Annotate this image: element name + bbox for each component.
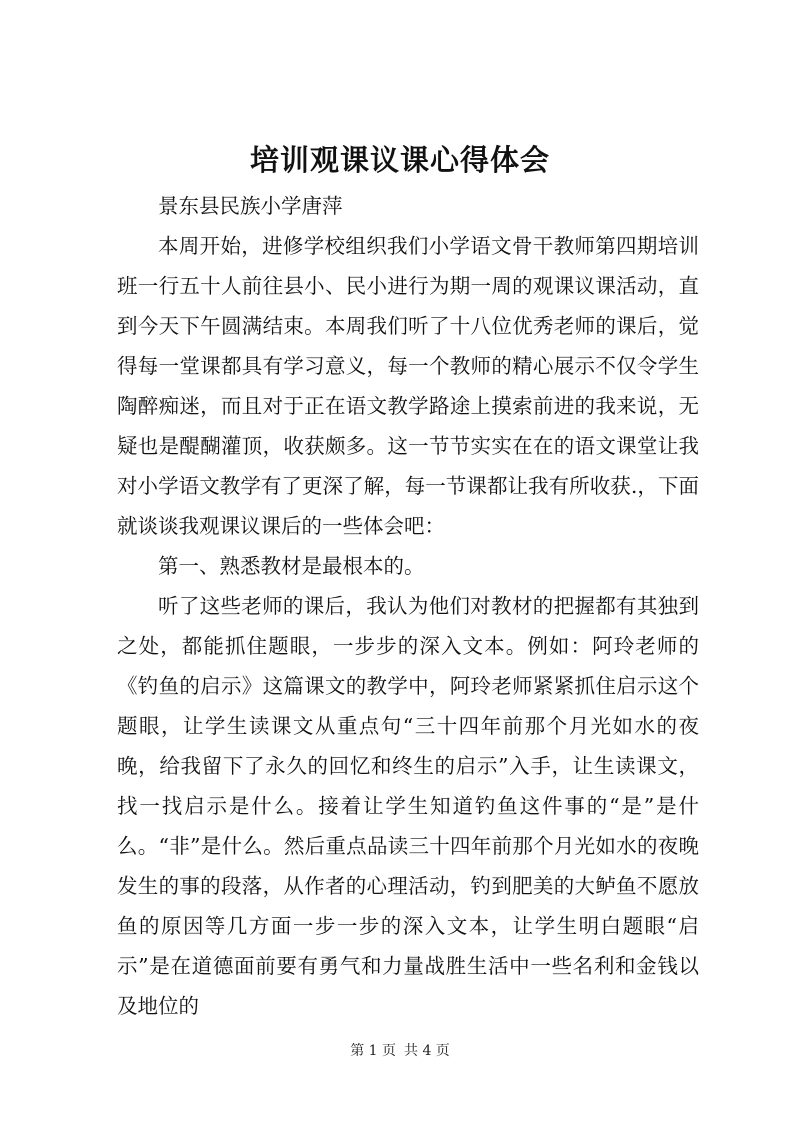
paragraph: 第一、熟悉教材是最根本的。 [158, 554, 425, 578]
paragraph: 本周开始，进修学校组织我们小学语文骨干教师第四期培训班一行五十人前往县小、民小进行为期一周的观课议课活动，直到今天下午圆满结束。本周我们听了十八位优秀老师的课后，觉得每一堂课都具有学习意义，每一个教师的精心展示不仅令学生陶醉痴迷，而且对于正在语文教学路途上摸索前进的我来说，无疑也是醍醐灌顶，收获颇多。这一节节实实在在的语文课堂让我对小学语文教学有了更深了解，每一节课都让我有所收获.，下面就谈谈我观课议课后的一些体会吧： [117, 234, 699, 538]
page-total: 共 4 页 [404, 1043, 450, 1059]
page-footer [0, 1040, 800, 1060]
page-number: 第 1 页 [350, 1043, 396, 1059]
document-title: 培训观课议课心得体会 [249, 143, 550, 177]
author-line: 景东县民族小学唐萍 [158, 194, 343, 218]
paragraph: 听了这些老师的课后，我认为他们对教材的把握都有其独到之处，都能抓住题眼，一步步的深入文本。例如：阿玲老师的《钓鱼的启示》这篇课文的教学中，阿玲老师紧紧抓住启示这个题眼，让学生读课文从重点句“三十四年前那个月光如水的夜晚，给我留下了永久的回忆和终生的启示”入手，让生读课文，找一找启示是什么。接着让学生知道钓鱼这件事的“是”是什么。“非”是什么。然后重点品读三十四年前那个月光如水的夜晚发生的事的段落，从作者的心理活动，钓到肥美的大鲈鱼不愿放鱼的原因等几方面一步一步的深入文本，让学生明白题眼“启示”是在道德面前要有勇气和力量战胜生活中一些名利和金钱以及地位的 [117, 594, 699, 1018]
document-body [117, 186, 699, 1026]
